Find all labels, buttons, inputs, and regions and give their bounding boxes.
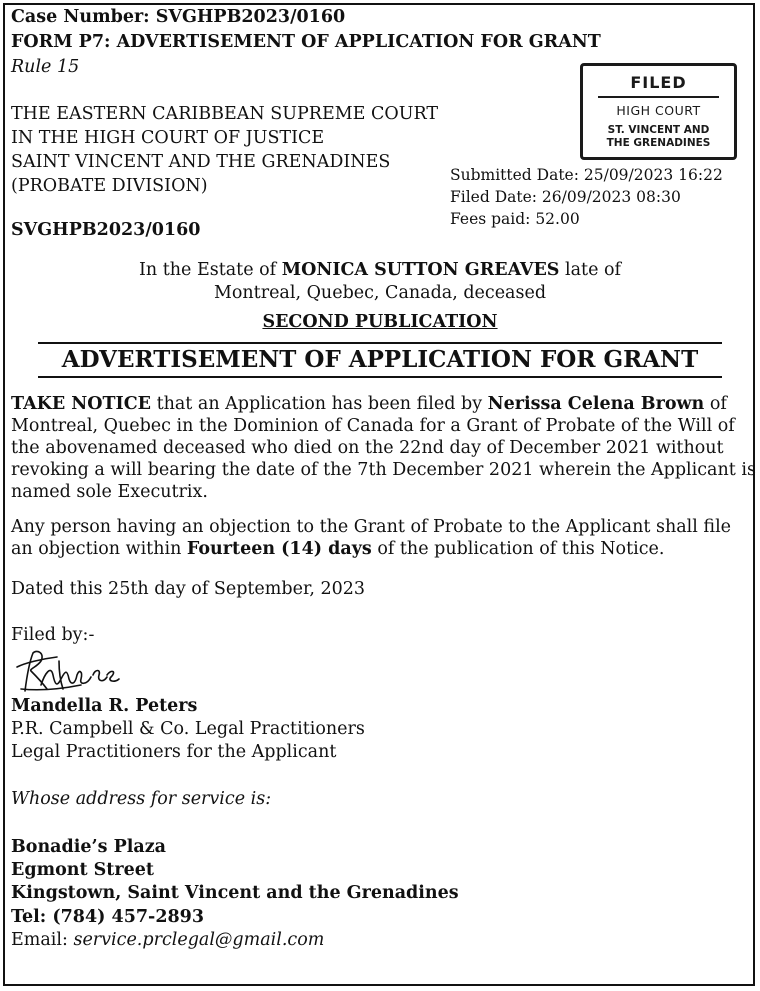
stamp-rule [598,96,719,98]
rule-reference: Rule 15 [11,57,80,77]
title-rule-top [38,342,722,344]
submitted-date: Submitted Date: 25/09/2023 16:22 [450,166,723,184]
applicant-name: Nerissa Celena Brown [487,394,705,414]
stamp-court: HIGH COURT [616,103,701,118]
email-label: Email: [11,930,74,950]
take-notice: TAKE NOTICE [11,394,151,414]
filed-stamp [580,63,737,160]
objection-line-1: Any person having an objection to the Grant of Probate to the Applicant shall file [11,517,732,537]
notice-text-end: of [704,394,727,414]
stamp-status: FILED [630,73,687,92]
estate-line-2: Montreal, Quebec, Canada, deceased [213,283,547,303]
objection-text-end: of the publication of this Notice. [371,539,665,559]
objection-paragraph [11,516,751,560]
stamp-location-1: ST. VINCENT AND [607,124,710,136]
title-rule-bottom [38,376,722,378]
estate-suffix: late of [559,260,622,280]
email-line [11,929,324,951]
address-line-1: Bonadie’s Plaza [11,837,167,857]
dated-line: Dated this 25th day of September, 2023 [11,579,366,599]
notice-text: that an Application has been filed by [151,394,488,414]
advertisement-title: ADVERTISEMENT OF APPLICATION FOR GRANT [61,346,699,373]
deceased-name: MONICA SUTTON GREAVES [281,260,560,280]
fees-paid: Fees paid: 52.00 [450,210,580,228]
practitioner-role: Legal Practitioners for the Applicant [11,742,337,762]
signature-image [11,645,121,697]
publication-label: SECOND PUBLICATION [262,312,498,332]
practitioner-firm: P.R. Campbell & Co. Legal Practitioners [11,719,365,739]
stamp-location-2: THE GRENADINES [606,137,711,149]
practitioner-name: Mandella R. Peters [11,696,198,716]
court-reference: SVGHPB2023/0160 [11,220,201,240]
court-line-2: IN THE HIGH COURT OF JUSTICE [11,128,325,148]
court-line-4: (PROBATE DIVISION) [11,176,208,196]
telephone: Tel: (784) 457-2893 [11,907,205,927]
court-line-3: SAINT VINCENT AND THE GRENADINES [11,152,391,172]
filed-date: Filed Date: 26/09/2023 08:30 [450,188,681,206]
notice-line-4: revoking a will bearing the date of the 7th December 2021 wherein the Applicant is [11,460,756,480]
estate-prefix: In the Estate of [138,260,282,280]
court-line-1: THE EASTERN CARIBBEAN SUPREME COURT [11,104,439,124]
estate-line-1 [0,259,760,281]
notice-line-5: named sole Executrix. [11,482,208,502]
address-line-2: Egmont Street [11,860,154,880]
email-address[interactable]: service.prclegal@gmail.com [73,930,325,950]
form-title: FORM P7: ADVERTISEMENT OF APPLICATION FOR GRANT [11,32,601,52]
notice-line-3: the abovenamed deceased who died on the 22nd day of December 2021 without [11,438,724,458]
address-label: Whose address for service is: [11,789,272,809]
objection-text: an objection within [11,539,187,559]
notice-line-2: Montreal, Quebec in the Dominion of Canada for a Grant of Probate of the Will of [11,416,735,436]
objection-period: Fourteen (14) days [186,539,372,559]
case-number: Case Number: SVGHPB2023/0160 [11,7,346,27]
address-line-3: Kingstown, Saint Vincent and the Grenadines [11,883,459,903]
notice-paragraph [11,393,756,503]
filed-by-label: Filed by:- [11,625,95,645]
